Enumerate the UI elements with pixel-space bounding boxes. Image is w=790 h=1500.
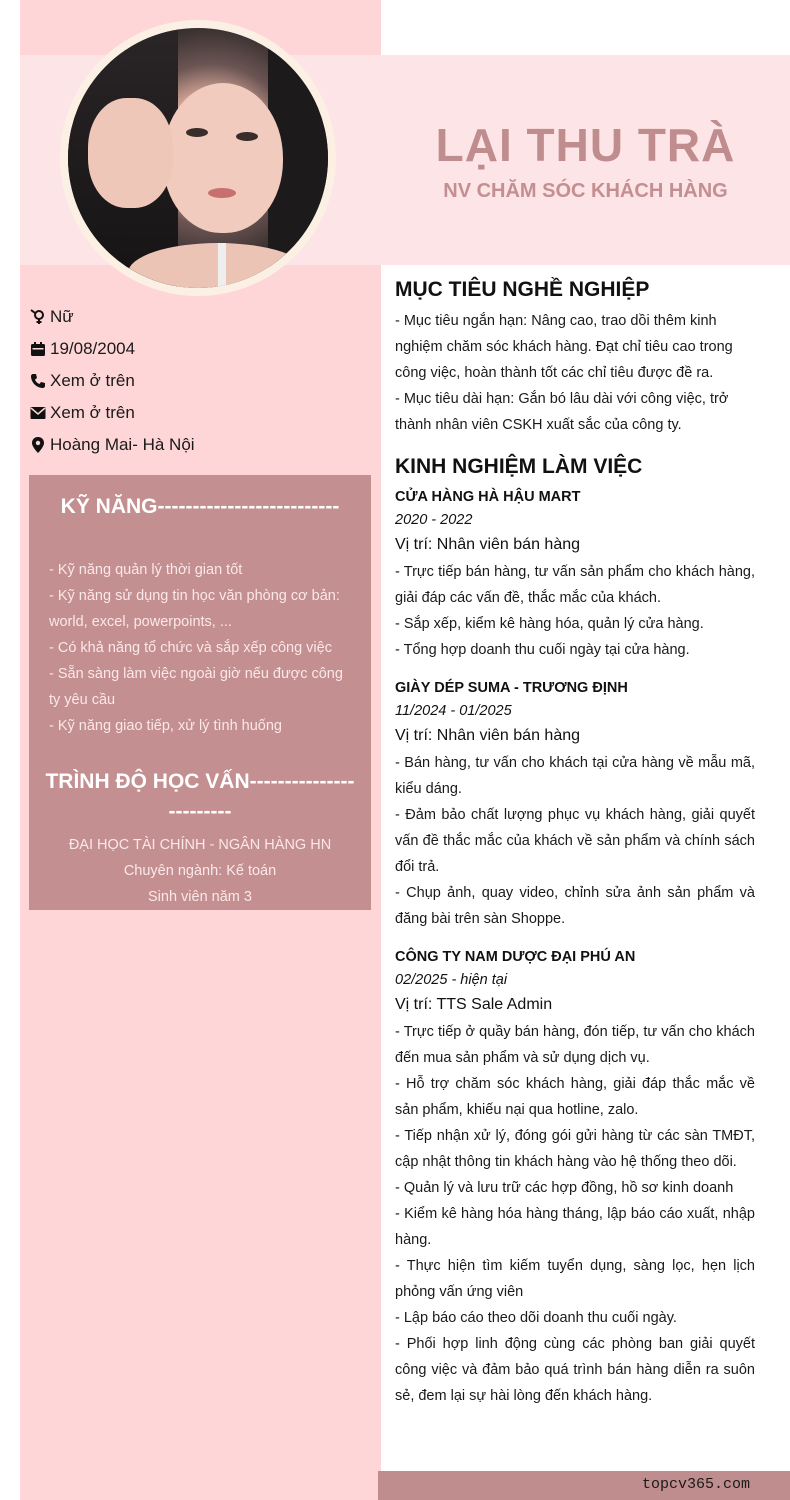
experience-title: KINH NGHIỆM LÀM VIỆC (395, 455, 643, 478)
job-period: 2020 - 2022 (395, 512, 473, 528)
job-duty: - Chụp ảnh, quay video, chỉnh sửa ảnh sản phẩm và đăng bài trên sàn Shoppe. (395, 885, 755, 927)
envelope-icon (29, 404, 47, 422)
gender-text: Nữ (50, 307, 74, 326)
education-title: TRÌNH ĐỘ HỌC VẤN------------------------ (45, 770, 355, 823)
education-school: ĐẠI HỌC TÀI CHÍNH - NGÂN HÀNG HN (68, 837, 332, 853)
job-period: 02/2025 - hiện tại (395, 972, 508, 988)
skills-title: KỸ NĂNG-------------------------- (60, 495, 340, 518)
gender-icon (29, 308, 47, 326)
objective-short: - Mục tiêu ngắn hạn: Nâng cao, trao dồi thêm kinh nghiệm chăm sóc khách hàng. Đạt chỉ tiêu cao trong công việc, hoàn thành tốt các chỉ tiêu được đề ra. (395, 313, 733, 381)
job-duty: - Quản lý và lưu trữ các hợp đồng, hồ sơ kinh doanh (395, 1180, 734, 1196)
job-position: Vị trí: TTS Sale Admin (395, 996, 553, 1013)
phone-row (29, 370, 379, 392)
job-company: GIÀY DÉP SUMA - TRƯƠNG ĐỊNH (395, 680, 628, 696)
skill-item: - Có khả năng tổ chức và sắp xếp công việc (49, 640, 332, 656)
footer-bar (378, 1471, 790, 1500)
job-duty: - Tổng hợp doanh thu cuối ngày tại cửa hàng. (395, 642, 690, 658)
avatar (68, 28, 328, 288)
footer-watermark: topcv365.com (641, 1476, 750, 1493)
birthday-row (29, 338, 379, 360)
calendar-icon (29, 340, 47, 358)
candidate-role: NV CHĂM SÓC KHÁCH HÀNG (443, 180, 728, 202)
map-marker-icon (29, 436, 47, 454)
phone-text: Xem ở trên (50, 371, 135, 390)
birthday-text: 19/08/2004 (50, 339, 136, 358)
job-duty: - Thực hiện tìm kiếm tuyển dụng, sàng lọc, hẹn lịch phỏng vấn ứng viên (395, 1258, 755, 1300)
skill-item: - Kỹ năng quản lý thời gian tốt (49, 562, 243, 578)
skill-item: - Kỹ năng sử dụng tin học văn phòng cơ bản: world, excel, powerpoints, ... (49, 588, 340, 630)
job-duty: - Đảm bảo chất lượng phục vụ khách hàng, giải quyết vấn đề thắc mắc của khách về sản phẩm và chính sách đổi trả. (395, 807, 755, 875)
skill-item: - Sẵn sàng làm việc ngoài giờ nếu được công ty yêu cầu (49, 666, 343, 708)
job-position: Vị trí: Nhân viên bán hàng (395, 727, 581, 744)
job-duty: - Tiếp nhận xử lý, đóng gói gửi hàng từ các sàn TMĐT, cập nhật thông tin khách hàng vào hệ thống theo dõi. (395, 1128, 755, 1170)
job-duty: - Lập báo cáo theo dõi doanh thu cuối ngày. (395, 1310, 677, 1326)
objective-title: MỤC TIÊU NGHỀ NGHIỆP (395, 278, 650, 301)
phone-icon (29, 372, 47, 390)
candidate-name: LẠI THU TRÀ (435, 119, 736, 171)
job-duty: - Trực tiếp bán hàng, tư vấn sản phẩm cho khách hàng, giải đáp các vấn đề, thắc mắc của khách. (395, 564, 755, 606)
job-company: CỬA HÀNG HÀ HẬU MART (395, 489, 581, 505)
job-period: 11/2024 - 01/2025 (395, 703, 512, 719)
address-row (29, 434, 379, 456)
job-position: Vị trí: Nhân viên bán hàng (395, 536, 581, 553)
job-company: CÔNG TY NAM DƯỢC ĐẠI PHÚ AN (395, 949, 636, 965)
skills-education-box (29, 475, 371, 910)
job-duty: - Phối hợp linh động cùng các phòng ban giải quyết công việc và đảm bảo quá trình bán hàng diễn ra suôn sẻ, đem lại sự hài lòng đến khách hàng. (395, 1336, 755, 1404)
job-duty: - Trực tiếp ở quầy bán hàng, đón tiếp, tư vấn cho khách đến mua sản phẩm và sử dụng dịch vụ. (395, 1024, 755, 1066)
objective-long: - Mục tiêu dài hạn: Gắn bó lâu dài với công việc, trở thành nhân viên CSKH xuất sắc của công ty. (395, 391, 729, 433)
education-year: Sinh viên năm 3 (148, 889, 252, 905)
job-duty: - Hỗ trợ chăm sóc khách hàng, giải đáp thắc mắc về sản phẩm, khiếu nại qua hotline, zalo. (395, 1076, 755, 1118)
email-row (29, 402, 379, 424)
email-text: Xem ở trên (50, 403, 135, 422)
job-duty: - Bán hàng, tư vấn cho khách tại cửa hàng về mẫu mã, kiểu dáng. (395, 755, 755, 797)
job-duty: - Sắp xếp, kiểm kê hàng hóa, quản lý cửa hàng. (395, 616, 704, 632)
gender-row (29, 306, 379, 328)
address-text: Hoàng Mai- Hà Nội (50, 435, 195, 454)
education-major: Chuyên ngành: Kế toán (123, 863, 277, 879)
skill-item: - Kỹ năng giao tiếp, xử lý tình huống (49, 718, 282, 734)
job-duty: - Kiểm kê hàng hóa hàng tháng, lập báo cáo xuất, nhập hàng. (395, 1206, 755, 1248)
